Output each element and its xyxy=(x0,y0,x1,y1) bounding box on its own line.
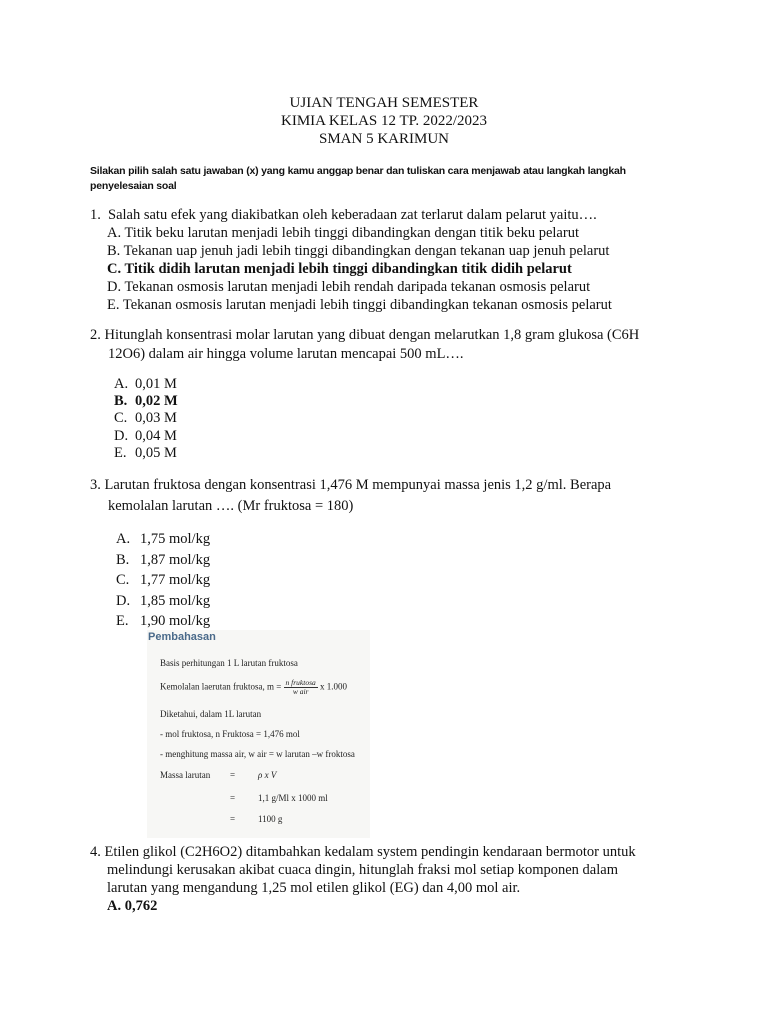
q3-option-c-letter: C. xyxy=(116,572,130,588)
q1-option-e: E. Tekanan osmosis larutan menjadi lebih tinggi dibandingkan tekanan osmosis pelarut xyxy=(107,297,612,313)
exam-subject: KIMIA KELAS 12 TP. 2022/2023 xyxy=(281,113,487,129)
question-3-line-2: kemolalan larutan …. (Mr fruktosa = 180) xyxy=(108,498,354,514)
pembahasan-fraction xyxy=(284,679,318,696)
exam-title: UJIAN TENGAH SEMESTER xyxy=(289,95,479,111)
q3-option-d-letter: D. xyxy=(116,593,131,609)
fraction-numerator: n fruktosa xyxy=(285,678,316,687)
q2-option-c-letter: C. xyxy=(114,410,128,426)
q2-option-b-value-correct: 0,02 M xyxy=(135,393,178,409)
pembahasan-mass-label: Massa larutan xyxy=(160,770,211,780)
pembahasan-formula xyxy=(160,679,347,696)
pembahasan-equals-1: = xyxy=(230,770,236,780)
q3-option-e-value: 1,90 mol/kg xyxy=(140,613,211,629)
q1-option-c-correct: C. Titik didih larutan menjadi lebih tinggi dibandingkan titik didih pelarut xyxy=(107,261,572,277)
fraction-denominator: w air xyxy=(292,687,309,696)
q2-option-e-value: 0,05 M xyxy=(135,445,177,461)
q3-option-e-letter: E. xyxy=(116,613,129,629)
q1-option-d: D. Tekanan osmosis larutan menjadi lebih rendah daripada tekanan osmosis pelarut xyxy=(107,279,591,295)
question-4-line-3: larutan yang mengandung 1,25 mol etilen glikol (EG) dan 4,00 mol air. xyxy=(107,880,521,896)
q3-option-c-value: 1,77 mol/kg xyxy=(140,572,211,588)
q3-option-a-value: 1,75 mol/kg xyxy=(140,531,211,547)
question-4-line-1: 4. Etilen glikol (C2H6O2) ditambahkan kedalam system pendingin kendaraan bermotor untuk xyxy=(90,844,636,860)
pembahasan-rho-v: ρ x V xyxy=(258,770,277,780)
question-1-text: Salah satu efek yang diakibatkan oleh keberadaan zat terlarut dalam pelarut yaitu…. xyxy=(108,207,597,223)
q1-option-b: B. Tekanan uap jenuh jadi lebih tinggi dibandingkan dengan tekanan uap jenuh pelarut xyxy=(107,243,610,259)
pembahasan-equals-2: = xyxy=(230,793,236,803)
question-3-line-1: 3. Larutan fruktosa dengan konsentrasi 1,476 M mempunyai massa jenis 1,2 g/ml. Berapa xyxy=(90,477,612,493)
q1-option-a: A. Titik beku larutan menjadi lebih tinggi dibandingkan dengan titik beku pelarut xyxy=(107,225,579,241)
q2-option-d-letter: D. xyxy=(114,428,129,444)
q2-option-b-letter: B. xyxy=(114,393,128,409)
exam-school: SMAN 5 KARIMUN xyxy=(318,131,449,147)
instruction-text: Silakan pilih salah satu jawaban (x) yang kamu anggap benar dan tuliskan cara menjawab atau langkah langkah penyelesaian soal xyxy=(90,165,626,192)
question-4-answer: A. 0,762 xyxy=(107,898,158,914)
question-2-line-2: 12O6) dalam air hingga volume larutan mencapai 500 mL…. xyxy=(108,346,464,362)
pembahasan-mass-water: - menghitung massa air, w air = w larutan –w froktosa xyxy=(160,749,355,759)
pembahasan-basis: Basis perhitungan 1 L larutan fruktosa xyxy=(160,658,298,668)
q2-option-c-value: 0,03 M xyxy=(135,410,177,426)
pembahasan-equals-3: = xyxy=(230,814,236,824)
q2-option-d-value: 0,04 M xyxy=(135,428,177,444)
q3-option-b-letter: B. xyxy=(116,552,130,568)
pembahasan-known: Diketahui, dalam 1L larutan xyxy=(160,709,262,719)
q2-option-a-letter: A. xyxy=(114,376,129,392)
q3-option-a-letter: A. xyxy=(116,531,131,547)
pembahasan-density-calc: 1,1 g/Ml x 1000 ml xyxy=(258,793,328,803)
pembahasan-formula-label: Kemolalan laerutan fruktosa, m = xyxy=(160,681,282,692)
pembahasan-title: Pembahasan xyxy=(148,631,216,643)
pembahasan-mol: - mol fruktosa, n Fruktosa = 1,476 mol xyxy=(160,729,300,739)
question-2-line-1: 2. Hitunglah konsentrasi molar larutan yang dibuat dengan melarutkan 1,8 gram glukosa (C6H xyxy=(90,327,640,343)
q2-option-e-letter: E. xyxy=(114,445,127,461)
pembahasan-formula-multiplier: x 1.000 xyxy=(320,681,348,692)
pembahasan-mass-result: 1100 g xyxy=(258,814,283,824)
q2-option-a-value: 0,01 M xyxy=(135,376,177,392)
q3-option-b-value: 1,87 mol/kg xyxy=(140,552,211,568)
q3-option-d-value: 1,85 mol/kg xyxy=(140,593,211,609)
question-4-line-2: melindungi kerusakan akibat cuaca dingin, hitunglah fraksi mol setiap komponen dalam xyxy=(107,862,618,878)
question-1-number: 1. xyxy=(90,207,101,223)
